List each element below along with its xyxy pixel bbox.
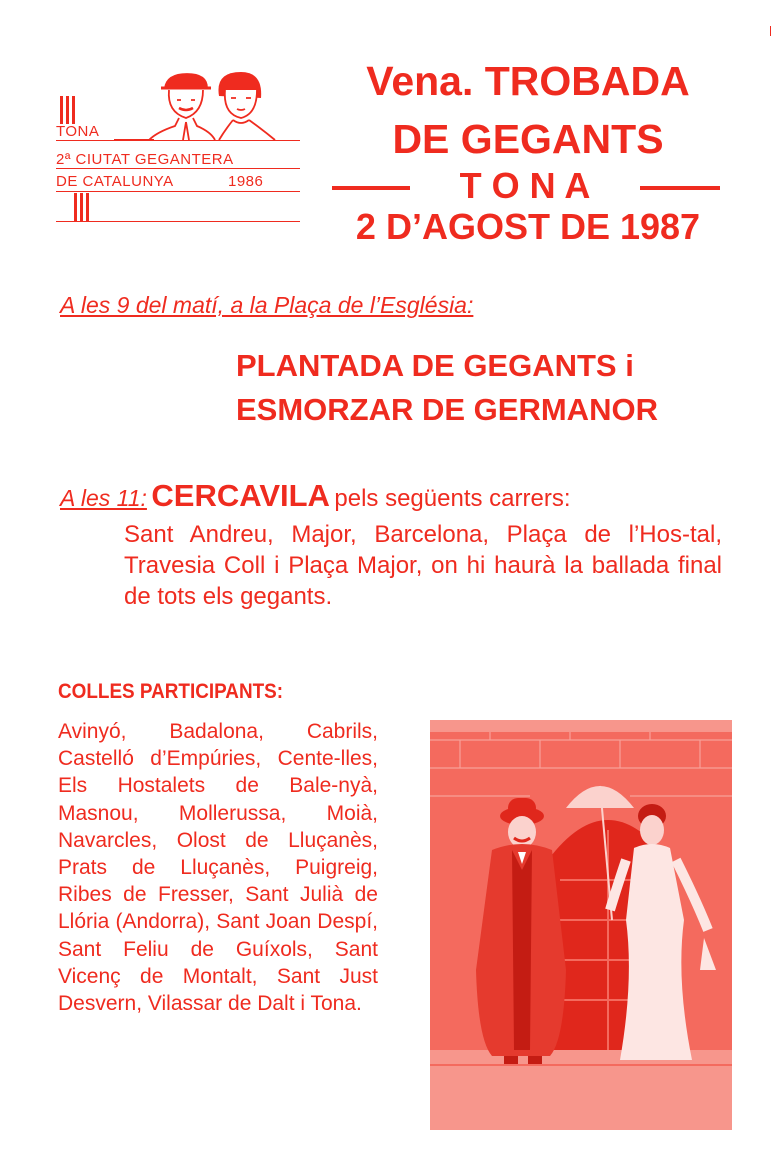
parade-time: A les 11:	[60, 485, 147, 511]
parade-route: Sant Andreu, Major, Barcelona, Plaça de l’Hos-tal, Travesia Coll i Plaça Major, on hi haurà la ballada final de tots els gegants.	[124, 521, 722, 610]
title-date: 2 D’AGOST DE 1987	[355, 206, 701, 247]
morning-intro: A les 9 del matí, a la Plaça de l’Església:	[60, 292, 474, 318]
colles-list: Avinyó, Badalona, Cabrils, Castelló d’Empúries, Cente-lles, Els Hostalets de Bale-nyà, Masnou, Mollerussa, Moià, Navarcles, Olost de Lluçanès, Prats de Lluçanès, Puigreig, Ribes de Fresser, Sant Julià de Llória (Andorra), Sant Joan Despí, Sant Feliu de Guíxols, Sant Vicenç de Montalt, Sant Just Desvern, Vilassar de Dalt i Tona.	[58, 720, 378, 1016]
title-place: T O N A	[459, 165, 591, 206]
giants-heads-illustration	[145, 66, 285, 142]
event-title-block	[318, 58, 738, 248]
logo-line1: 2ª CIUTAT GEGANTERA	[56, 151, 234, 168]
logo-town: TONA	[56, 123, 100, 140]
title-line2: DE GEGANTS	[392, 116, 664, 162]
title-place-row	[318, 166, 738, 206]
logo	[50, 60, 310, 230]
morning-event1: PLANTADA DE GEGANTS i	[236, 348, 634, 383]
colles-heading: COLLES PARTICIPANTS:	[58, 680, 284, 703]
morning-event2: ESMORZAR DE GERMANOR	[236, 392, 658, 427]
parade-lead: pels següents carrers:	[334, 485, 571, 512]
parade-heading	[60, 478, 571, 514]
logo-line2-right: 1986	[228, 173, 264, 190]
title-line1: Vena. TROBADA	[366, 58, 690, 104]
logo-line2-left: DE CATALUNYA	[56, 173, 174, 190]
giants-photo	[430, 720, 732, 1130]
parade-name: CERCAVILA	[151, 478, 330, 513]
